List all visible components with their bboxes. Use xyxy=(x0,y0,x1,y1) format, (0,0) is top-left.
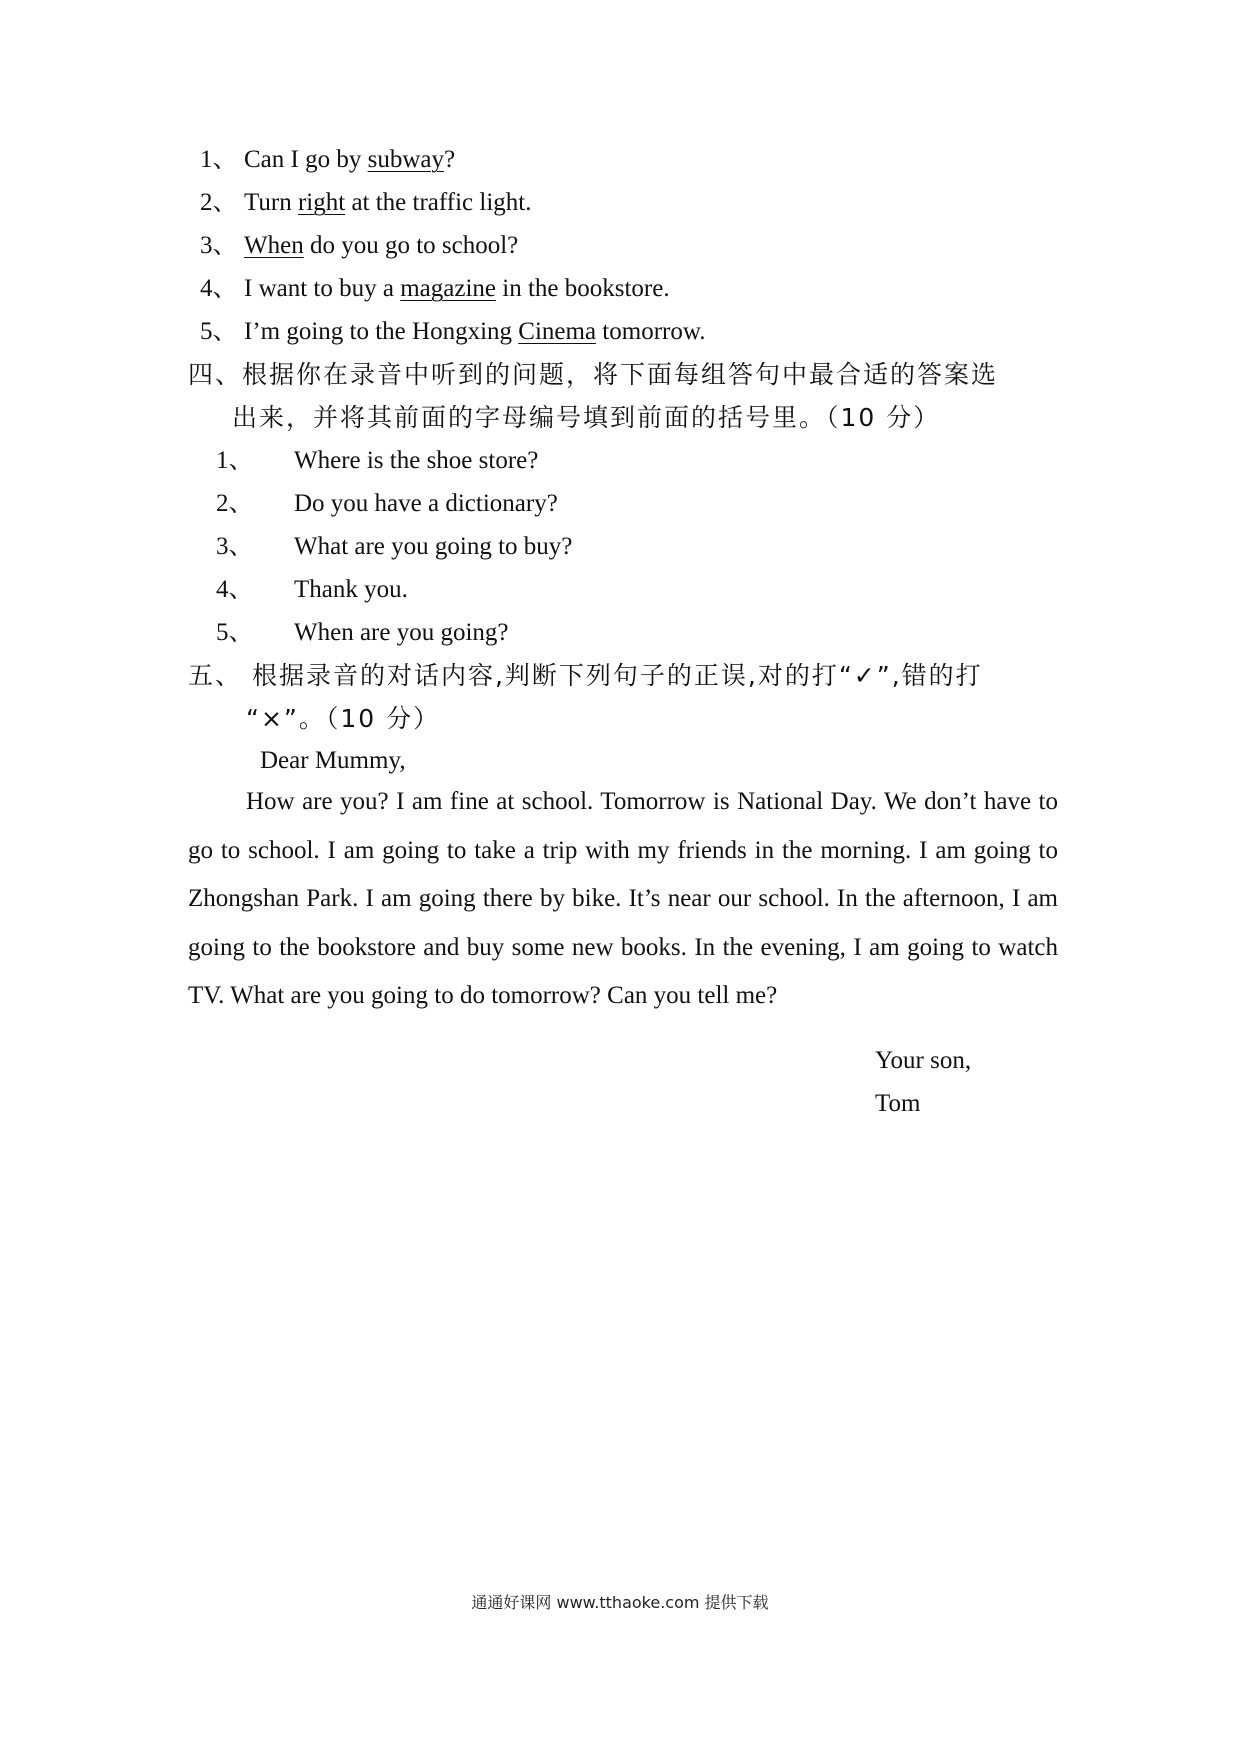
list-item: 5、 When are you going? xyxy=(216,619,509,646)
list-item: 5、 I’m going to the Hongxing Cinema tomorrow. xyxy=(200,318,706,345)
list-item: 4、 Thank you. xyxy=(216,576,408,603)
list-item: 1、 Can I go by subway? xyxy=(200,146,456,173)
page-footer: 通通好课网 www.tthaoke.com 提供下载 xyxy=(471,1593,769,1612)
letter-body: How are you? I am fine at school. Tomorrow is National Day. We don’t have to go to school. I am going to take a trip with my friends in the morning. I am going to Zhongshan Park. I am going there by bike. It’s near our school. In the afternoon, I am going to the bookstore and buy some new books. In the evening, I am going to watch TV. What are you going to do tomorrow? Can you tell me? xyxy=(188,788,1058,1009)
letter-closing: Your son, xyxy=(875,1047,972,1074)
list-item: 3、 When do you go to school? xyxy=(200,232,519,259)
list-item: 2、 Do you have a dictionary? xyxy=(216,490,558,517)
list-item: 3、 What are you going to buy? xyxy=(216,533,573,560)
section4-title: 四、根据你在录音中听到的问题，将下面每组答句中最合适的答案选 xyxy=(188,360,999,389)
list-item: 2、 Turn right at the traffic light. xyxy=(200,189,532,216)
section5-title-cont: “×”。（10 分） xyxy=(246,704,441,733)
list-item: 4、 I want to buy a magazine in the bookstore. xyxy=(200,275,670,302)
section5-title: 五、 根据录音的对话内容,判断下列句子的正误,对的打“✓”,错的打 xyxy=(188,661,983,690)
list-item: 1、 Where is the shoe store? xyxy=(216,447,539,474)
section4-title-cont: 出来，并将其前面的字母编号填到前面的括号里。（10 分） xyxy=(232,403,941,432)
letter-greeting: Dear Mummy, xyxy=(260,747,406,774)
letter-signature: Tom xyxy=(875,1090,921,1117)
